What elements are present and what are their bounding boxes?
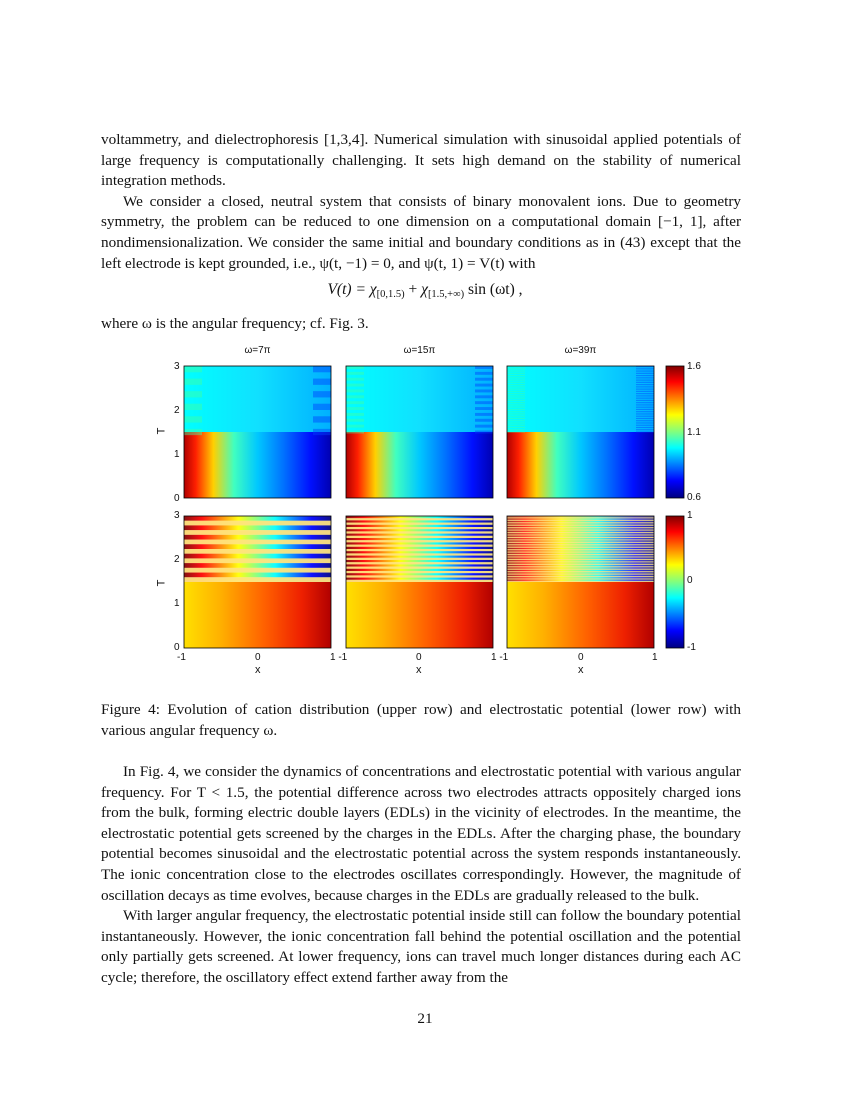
pot-band <box>507 553 654 554</box>
conc-stripe-right <box>636 411 654 412</box>
pot-band <box>507 580 654 581</box>
pot-band <box>507 531 654 532</box>
paragraph-2-text: We consider a closed, neutral system that consists of binary monovalent ions. Due to geometry symmetry, the problem can be reduced to one dimension on a computational domain [−1, 1], after nondimensionalization. We consider the same initial and boundary conditions as in (43) except that the left electrode is kept grounded, i.e., ψ(t, −1) = 0, and ψ(t, 1) = V(t) with <box>101 192 741 272</box>
conc-stripe-right <box>636 402 654 403</box>
pot-band <box>184 573 331 578</box>
conc-stripe-left <box>507 427 525 428</box>
pot-band <box>507 519 654 520</box>
pot-band <box>507 548 654 549</box>
conc-stripe-left <box>507 384 525 385</box>
pot-band <box>346 580 493 582</box>
conc-stripe-right <box>636 398 654 399</box>
pot-band <box>184 535 331 540</box>
pot-band <box>507 536 654 537</box>
conc-stripe-left <box>507 375 525 376</box>
pot-band <box>184 521 331 526</box>
pot-band <box>507 571 654 572</box>
x-tick-panel3-mid: 0 <box>578 652 584 663</box>
conc-stripe-left <box>184 379 202 385</box>
pot-band <box>346 569 493 571</box>
conc-stripe-right <box>636 404 654 405</box>
pot-band <box>346 549 493 551</box>
pot-band <box>507 549 654 550</box>
conc-panel-frame <box>507 366 654 498</box>
equation-chi-1: χ <box>369 281 377 298</box>
conc-stripe-right <box>636 368 654 369</box>
conc-stripe-right <box>475 407 493 410</box>
conc-panel-2-ac <box>346 366 493 432</box>
conc-stripe-right <box>636 395 654 396</box>
pot-band <box>507 570 654 571</box>
pot-band <box>507 545 654 546</box>
pot-band <box>507 556 654 557</box>
pot-band <box>507 577 654 578</box>
pot-band <box>346 553 493 555</box>
pot-band <box>346 542 493 544</box>
conc-stripe-left <box>346 384 364 387</box>
pot-band <box>346 520 493 522</box>
pot-band <box>507 542 654 543</box>
cbar-bottom-max: 1 <box>687 510 693 521</box>
conc-stripe-left <box>346 389 364 392</box>
pot-band <box>507 529 654 530</box>
conc-stripe-right <box>636 391 654 392</box>
pot-panel-2-bg <box>346 516 493 582</box>
cbar-top-max: 1.6 <box>687 361 701 372</box>
y-tick-bottom-0: 0 <box>174 642 180 653</box>
pot-band <box>507 543 654 544</box>
conc-stripe-left <box>507 391 525 392</box>
conc-stripe-right <box>475 389 493 392</box>
pot-band <box>346 571 493 573</box>
pot-band <box>346 531 493 533</box>
conc-stripe-right <box>636 431 654 432</box>
pot-band <box>507 578 654 579</box>
conc-panel-frame <box>184 366 331 498</box>
pot-band <box>507 518 654 519</box>
conc-stripe-right <box>313 379 331 385</box>
y-tick-bottom-3: 3 <box>174 510 180 521</box>
conc-stripe-right <box>475 395 493 398</box>
conc-stripe-left <box>346 401 364 404</box>
pot-band <box>184 540 331 545</box>
pot-band <box>346 540 493 542</box>
conc-stripe-right <box>636 413 654 414</box>
conc-panel-1-charging <box>184 432 331 498</box>
conc-stripe-left <box>507 395 525 396</box>
y-tick-bottom-2: 2 <box>174 554 180 565</box>
conc-stripe-right <box>636 409 654 410</box>
pot-panel-3-charging <box>507 582 654 648</box>
equation <box>0 281 850 300</box>
pot-band <box>507 546 654 547</box>
pot-panel-frame <box>507 516 654 648</box>
conc-stripe-right <box>636 377 654 378</box>
conc-stripe-left <box>507 393 525 394</box>
pot-band <box>507 576 654 577</box>
conc-stripe-right <box>475 413 493 416</box>
conc-stripe-left <box>507 377 525 378</box>
pot-band <box>507 552 654 553</box>
pot-band <box>346 523 493 525</box>
x-label-2: x <box>416 664 422 676</box>
pot-band <box>507 573 654 574</box>
pot-band <box>346 536 493 538</box>
conc-panel-1-ac <box>184 366 331 432</box>
x-label-3: x <box>578 664 584 676</box>
pot-band <box>346 562 493 564</box>
page-number: 21 <box>417 1010 433 1027</box>
conc-stripe-left <box>507 429 525 430</box>
colorbar-potential <box>666 516 684 648</box>
y-label-bottom: T <box>155 579 168 587</box>
conc-stripe-right <box>475 384 493 387</box>
conc-stripe-left <box>346 425 364 428</box>
x-tick-panel3-max: 1 <box>652 652 658 663</box>
pot-panel-1-charging <box>184 582 331 648</box>
pot-band <box>507 579 654 580</box>
pot-band <box>346 545 493 547</box>
pot-band <box>346 558 493 560</box>
conc-stripe-right <box>636 407 654 408</box>
conc-panel-2-charging <box>346 432 493 498</box>
pot-band <box>346 564 493 566</box>
paragraph-4 <box>101 762 741 989</box>
pot-band <box>507 557 654 558</box>
conc-stripe-left <box>507 431 525 432</box>
equation-sub-1: [0,1.5) <box>376 289 405 300</box>
pot-band <box>507 535 654 536</box>
conc-stripe-left <box>184 416 202 422</box>
pot-band <box>346 556 493 558</box>
conc-stripe-right <box>636 384 654 385</box>
pot-band <box>346 518 493 520</box>
title-omega-15pi: ω=15π <box>403 345 436 356</box>
title-omega-7pi: ω=7π <box>244 345 271 356</box>
conc-stripe-left <box>507 416 525 417</box>
pot-band <box>507 559 654 560</box>
conc-panel-3-ac <box>507 366 654 432</box>
pot-band <box>507 565 654 566</box>
x-tick-panel2-mid: 0 <box>416 652 422 663</box>
pot-band <box>184 525 331 530</box>
conc-stripe-right <box>636 427 654 428</box>
pot-band <box>507 533 654 534</box>
y-tick-bottom-1: 1 <box>174 598 180 609</box>
conc-stripe-left <box>507 422 525 423</box>
conc-panel-frame <box>346 366 493 498</box>
equation-tail: sin (ωt) , <box>464 281 523 298</box>
pot-band <box>346 547 493 549</box>
conc-stripe-right <box>636 420 654 421</box>
conc-stripe-right <box>636 380 654 381</box>
pot-band <box>507 517 654 518</box>
conc-stripe-left <box>346 366 364 369</box>
conc-stripe-left <box>507 411 525 412</box>
pot-band <box>507 530 654 531</box>
pot-band <box>507 575 654 576</box>
conc-stripe-right <box>636 416 654 417</box>
conc-stripe-right <box>313 429 331 435</box>
conc-stripe-right <box>636 393 654 394</box>
pot-band <box>507 547 654 548</box>
equation-chi-2: χ <box>421 281 428 298</box>
pot-band <box>507 544 654 545</box>
conc-stripe-left <box>507 398 525 399</box>
paragraph-3-text: where ω is the angular frequency; cf. Fig. 3. <box>101 315 369 332</box>
pot-band <box>507 523 654 524</box>
y-tick-top-3: 3 <box>174 361 180 372</box>
conc-stripe-right <box>636 366 654 367</box>
conc-stripe-right <box>475 401 493 404</box>
paragraph-5-text: With larger angular frequency, the electrostatic potential inside still can follow the boundary potential instantaneously. However, the ionic concentration fall behind the potential oscillation and the potential only partially gets screened. At lower frequency, ions can travel much longer distances during each AC cycle; therefore, the oscillatory effect extend farther away from the <box>101 907 741 986</box>
conc-stripe-left <box>507 386 525 387</box>
pot-band <box>507 546 654 547</box>
pot-band <box>346 578 493 580</box>
conc-stripe-left <box>507 382 525 383</box>
figure-caption-text: Figure 4: Evolution of cation distribution (upper row) and electrostatic potential (lower row) with various angular frequency ω. <box>101 701 741 739</box>
cbar-bottom-mid: 0 <box>687 575 693 586</box>
conc-stripe-right <box>636 386 654 387</box>
conc-panel-3-charging <box>507 432 654 498</box>
pot-band <box>346 516 493 518</box>
pot-band <box>507 528 654 529</box>
conc-stripe-right <box>475 366 493 369</box>
conc-stripe-left <box>507 420 525 421</box>
pot-band <box>507 558 654 559</box>
figure-caption <box>101 700 741 741</box>
paragraph-1-text: voltammetry, and dielectrophoresis [1,3,4]. Numerical simulation with sinusoidal applied potentials of large frequency is computationally challenging. It sets high demand on the stability of numerical integration methods. <box>101 131 741 190</box>
pot-band <box>507 540 654 541</box>
pot-panel-frame <box>184 516 331 648</box>
conc-stripe-right <box>313 416 331 422</box>
pot-band <box>507 541 654 542</box>
conc-stripe-right <box>636 371 654 372</box>
pot-band <box>507 541 654 542</box>
pot-band <box>507 563 654 564</box>
conc-stripe-right <box>313 366 331 372</box>
conc-stripe-left <box>507 418 525 419</box>
pot-band <box>507 521 654 522</box>
pot-band <box>507 561 654 562</box>
pot-band <box>346 534 493 536</box>
conc-stripe-left <box>507 371 525 372</box>
conc-stripe-left <box>346 419 364 422</box>
y-tick-top-2: 2 <box>174 405 180 416</box>
paragraph-4-text: In Fig. 4, we consider the dynamics of concentrations and electrostatic potential with various angular frequency. For T < 1.5, the potential difference across two electrodes attracts oppositely charged ions from the bulk, forming electric double layers (EDLs) in the vicinity of electrodes. In the meantime, the electrostatic potential gets screened by the charges in the EDLs. After the charging phase, the boundary potential becomes sinusoidal and the electrostatic potential across the system responds instantaneously. The ionic concentration close to the electrodes oscillates correspondingly. However, the magnitude of oscillation decays as time evolves, because charges in the EDLs are gradually released to the bulk. <box>101 763 741 904</box>
pot-band <box>507 581 654 582</box>
pot-band <box>184 554 331 559</box>
conc-stripe-left <box>346 407 364 410</box>
pot-band <box>184 549 331 554</box>
pot-band <box>346 529 493 531</box>
conc-stripe-left <box>507 400 525 401</box>
conc-stripe-left <box>507 366 525 367</box>
pot-band <box>184 544 331 549</box>
paragraph-1 <box>101 130 741 274</box>
x-tick-panel12-join: 1 -1 <box>330 652 348 663</box>
conc-stripe-right <box>636 375 654 376</box>
conc-stripe-left <box>184 366 202 372</box>
pot-band <box>346 573 493 575</box>
pot-band <box>184 558 331 563</box>
conc-stripe-left <box>184 404 202 410</box>
cbar-top-mid: 1.1 <box>687 427 701 438</box>
conc-stripe-right <box>313 404 331 410</box>
pot-band <box>507 563 654 564</box>
conc-stripe-right <box>636 373 654 374</box>
pot-band <box>507 568 654 569</box>
pot-band <box>507 525 654 526</box>
cbar-bottom-min: -1 <box>687 642 696 653</box>
pot-band <box>507 532 654 533</box>
pot-band <box>507 564 654 565</box>
x-tick-panel23-join: 1 -1 <box>491 652 509 663</box>
pot-band <box>507 572 654 573</box>
y-label-top: T <box>155 427 168 435</box>
equation-plus: + <box>404 281 422 298</box>
conc-stripe-left <box>346 378 364 381</box>
conc-stripe-right <box>636 389 654 390</box>
pot-band <box>184 568 331 573</box>
pot-band <box>507 519 654 520</box>
conc-stripe-right <box>313 391 331 397</box>
pot-band <box>507 579 654 580</box>
pot-band <box>507 520 654 521</box>
pot-band <box>507 534 654 535</box>
conc-stripe-right <box>636 429 654 430</box>
pot-band <box>507 568 654 569</box>
pot-band <box>507 557 654 558</box>
conc-stripe-right <box>475 431 493 434</box>
pot-band <box>507 530 654 531</box>
conc-stripe-left <box>507 413 525 414</box>
conc-stripe-left <box>507 407 525 408</box>
conc-stripe-right <box>636 422 654 423</box>
pot-band <box>507 539 654 540</box>
conc-stripe-left <box>507 404 525 405</box>
conc-stripe-left <box>507 389 525 390</box>
conc-stripe-right <box>636 418 654 419</box>
pot-band <box>346 527 493 529</box>
pot-band <box>507 562 654 563</box>
pot-band <box>346 551 493 553</box>
pot-band <box>507 527 654 528</box>
conc-stripe-right <box>636 382 654 383</box>
pot-band <box>507 526 654 527</box>
pot-band <box>507 535 654 536</box>
conc-stripe-right <box>475 372 493 375</box>
conc-stripe-left <box>507 409 525 410</box>
pot-band <box>184 530 331 535</box>
conc-stripe-left <box>184 429 202 435</box>
pot-band <box>507 552 654 553</box>
conc-stripe-right <box>475 419 493 422</box>
pot-band <box>507 524 654 525</box>
cbar-top-min: 0.6 <box>687 492 701 503</box>
pot-band <box>507 567 654 568</box>
pot-band <box>184 516 331 521</box>
conc-stripe-left <box>346 372 364 375</box>
y-tick-top-1: 1 <box>174 449 180 460</box>
pot-band <box>346 560 493 562</box>
conc-stripe-left <box>346 395 364 398</box>
pot-band <box>507 560 654 561</box>
pot-panel-1-bg <box>184 516 331 582</box>
pot-band <box>346 525 493 527</box>
pot-band <box>507 550 654 551</box>
pot-band <box>507 566 654 567</box>
pot-band <box>346 538 493 540</box>
conc-stripe-left <box>507 425 525 426</box>
pot-band <box>507 524 654 525</box>
pot-panel-2-charging <box>346 582 493 648</box>
paragraph-3 <box>101 314 741 335</box>
pot-band <box>507 551 654 552</box>
conc-stripe-right <box>636 400 654 401</box>
equation-lhs: V(t) = <box>327 281 370 298</box>
pot-band <box>507 554 654 555</box>
conc-stripe-left <box>346 413 364 416</box>
conc-stripe-left <box>184 391 202 397</box>
conc-stripe-right <box>475 425 493 428</box>
pot-band <box>507 569 654 570</box>
pot-band <box>507 516 654 517</box>
conc-stripe-right <box>475 378 493 381</box>
pot-band <box>346 575 493 577</box>
conc-stripe-left <box>507 380 525 381</box>
pot-panel-3-bg <box>507 516 654 582</box>
pot-band <box>507 574 654 575</box>
equation-sub-2: [1.5,+∞) <box>427 289 465 300</box>
pot-band <box>507 538 654 539</box>
conc-stripe-left <box>507 402 525 403</box>
y-tick-top-0: 0 <box>174 493 180 504</box>
pot-band <box>346 567 493 569</box>
pot-band <box>507 555 654 556</box>
pot-band <box>184 563 331 568</box>
colorbar-concentration <box>666 366 684 498</box>
conc-stripe-left <box>507 368 525 369</box>
pot-band <box>507 574 654 575</box>
conc-stripe-left <box>507 373 525 374</box>
x-tick-panel1-min: -1 <box>177 652 186 663</box>
x-label-1: x <box>255 664 261 676</box>
pot-band <box>507 522 654 523</box>
x-tick-panel1-mid: 0 <box>255 652 261 663</box>
pot-band <box>184 577 331 582</box>
pot-panel-frame <box>346 516 493 648</box>
title-omega-39pi: ω=39π <box>564 345 597 356</box>
conc-stripe-left <box>346 431 364 434</box>
conc-stripe-right <box>636 425 654 426</box>
pot-band <box>507 537 654 538</box>
